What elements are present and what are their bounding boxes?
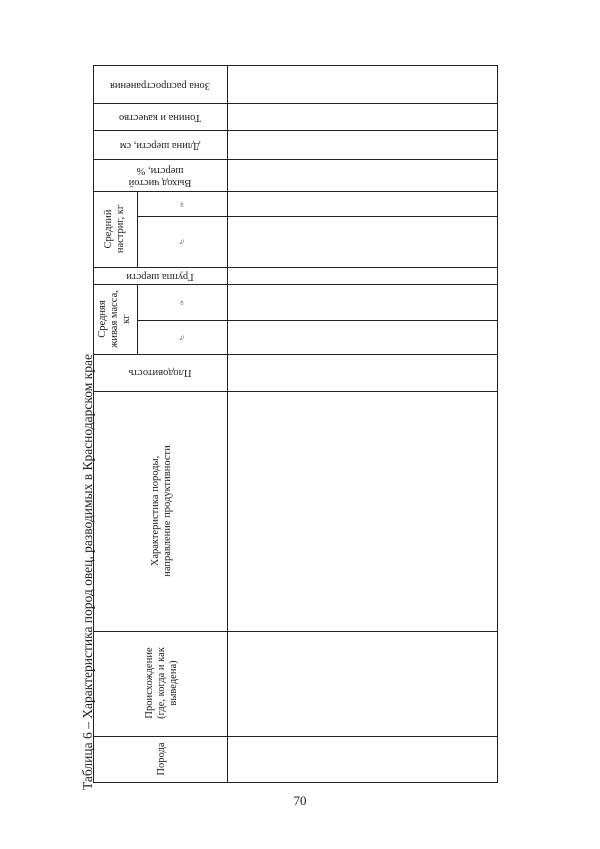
header-yield: Выход чистой шерсти, % xyxy=(128,165,192,188)
female-symbol-2: ♀ xyxy=(178,296,186,308)
header-fineness: Тонина и качество xyxy=(118,112,202,123)
header-wool-group: Группа шерсти xyxy=(126,271,194,282)
male-symbol: ♂ xyxy=(178,235,186,247)
page-number: 70 xyxy=(293,793,307,808)
header-zone: Зона распространения xyxy=(110,80,211,91)
header-live-weight: Средняя живая масса, кг xyxy=(97,290,132,348)
header-characteristics: Характеристика породы, направление продуктивности xyxy=(150,445,173,577)
header-origin: Происхождение (где, когда и как выведена) xyxy=(144,647,179,719)
female-symbol: ♀ xyxy=(178,198,186,210)
male-symbol-2: ♂ xyxy=(178,331,186,343)
table-caption: Таблица 6 – Характеристика пород овец, разводимых в Краснодарском крае xyxy=(80,354,95,790)
header-length: Длина шерсти, см xyxy=(119,140,201,151)
breeds-table xyxy=(93,65,498,783)
header-breed: Порода xyxy=(156,742,167,776)
header-fertility: Плодовитость xyxy=(128,367,192,378)
header-avg-clip: Средний настриг, кг xyxy=(103,204,126,254)
